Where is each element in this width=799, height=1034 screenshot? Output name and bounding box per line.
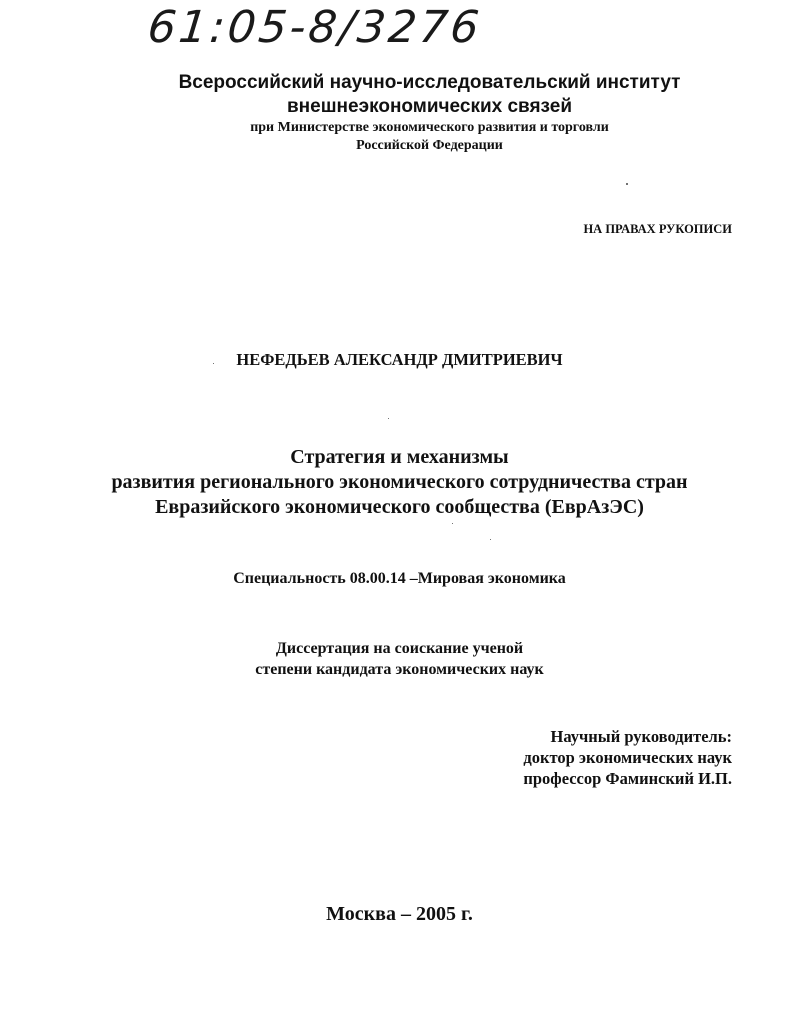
- specialty-line: Специальность 08.00.14 –Мировая экономика: [233, 570, 566, 587]
- dissertation-title-line2: развития регионального экономического сотрудничества стран: [111, 471, 688, 493]
- handwritten-archive-number: 61:05-8/3276: [145, 2, 485, 53]
- scan-speck: [490, 539, 491, 540]
- dissertation-degree-line1: Диссертация на соискание ученой: [275, 640, 524, 657]
- scan-speck: [452, 523, 453, 524]
- institute-name-line2: внешнеэкономических связей: [287, 96, 572, 117]
- ministry-line2: Российской Федерации: [356, 138, 503, 153]
- supervisor-degree: доктор экономических наук: [523, 748, 732, 767]
- ministry-line1: при Министерстве экономического развития и торговли: [250, 120, 609, 135]
- scan-speck: [388, 418, 389, 419]
- author-name: НЕФЕДЬЕВ АЛЕКСАНДР ДМИТРИЕВИЧ: [236, 350, 563, 369]
- manuscript-rights-label: НА ПРАВАХ РУКОПИСИ: [583, 222, 732, 236]
- scan-speck: [626, 183, 628, 185]
- city-year: Москва – 2005 г.: [326, 903, 473, 925]
- supervisor-name: профессор Фаминский И.П.: [523, 769, 732, 788]
- institute-name-line1: Всероссийский научно-исследовательский институт: [178, 72, 681, 93]
- supervisor-label: Научный руководитель:: [550, 727, 732, 746]
- dissertation-degree-line2: степени кандидата экономических наук: [255, 661, 544, 678]
- dissertation-title-line1: Стратегия и механизмы: [290, 446, 509, 468]
- dissertation-title-line3: Евразийского экономического сообщества (ЕврАзЭС): [155, 496, 644, 518]
